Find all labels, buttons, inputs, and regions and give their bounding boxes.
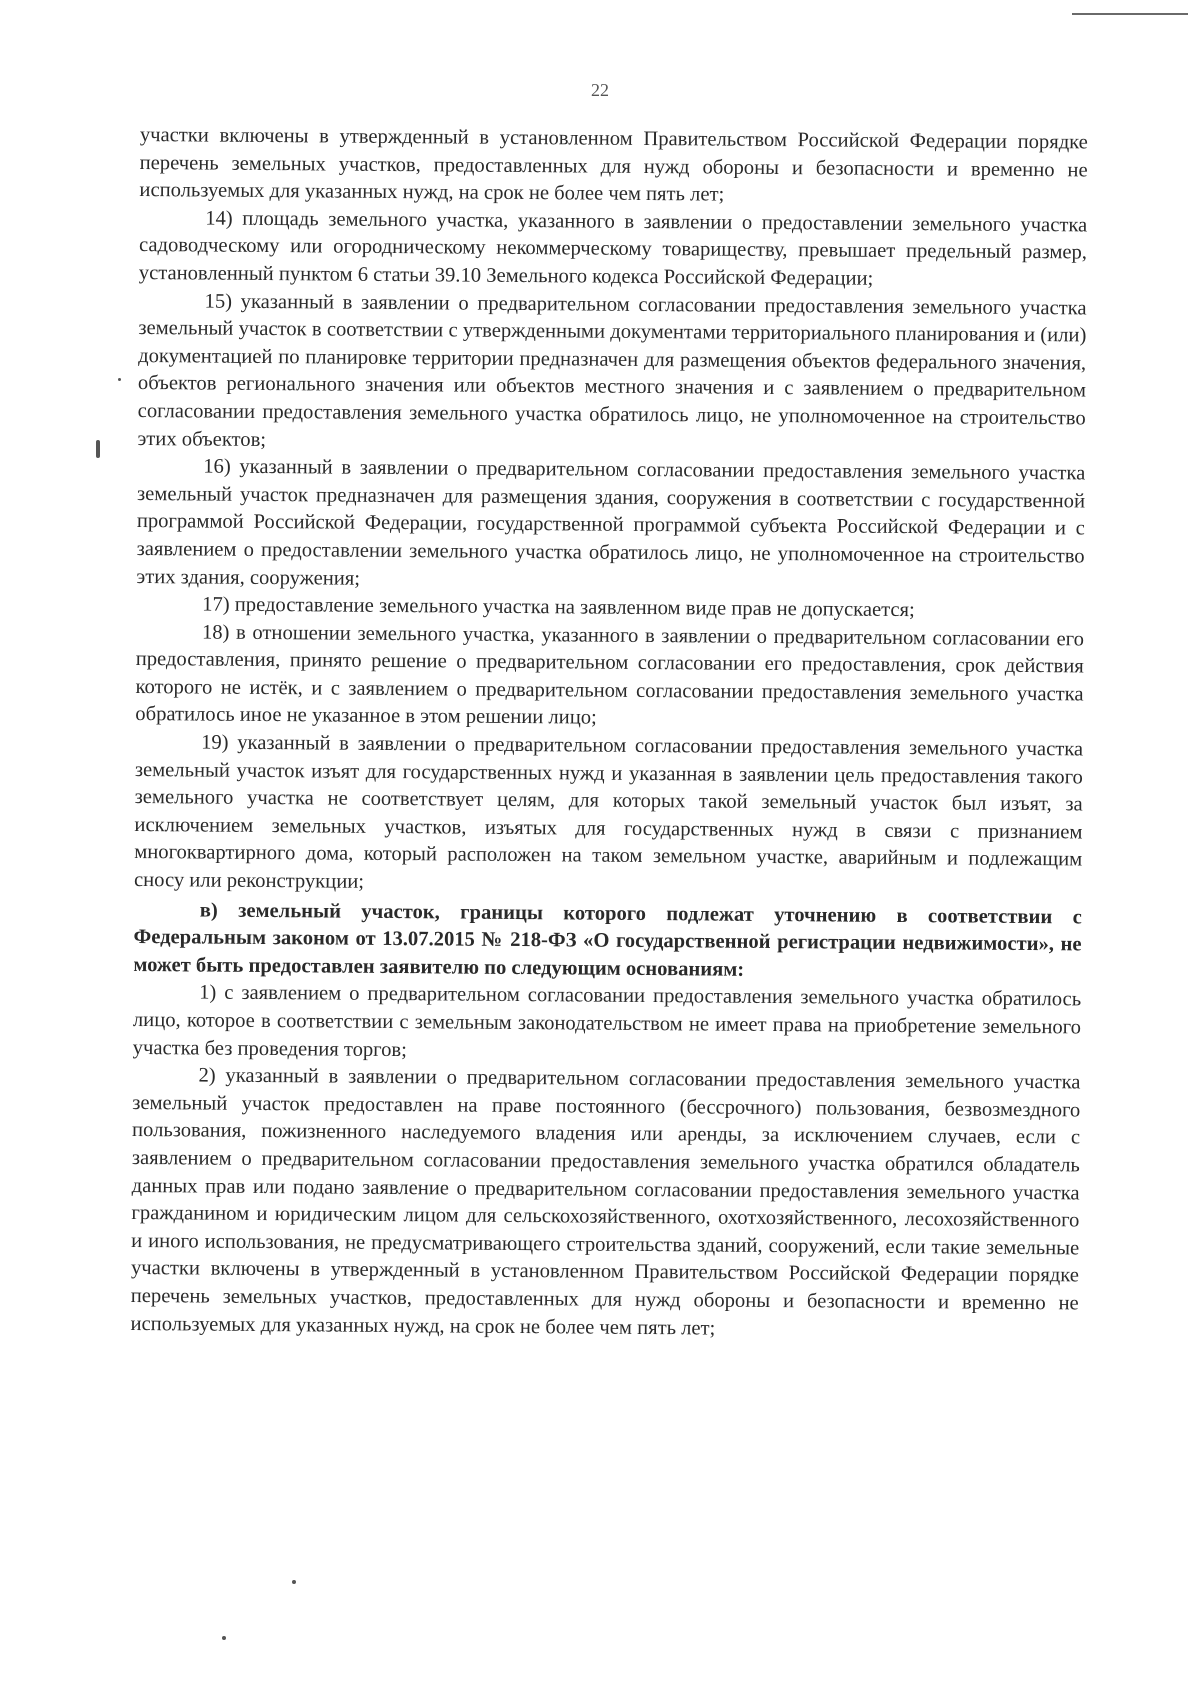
list-item-2: 2) указанный в заявлении о предварительном согласовании предоставления земельного участка земельный участок предоставлен на праве постоянного (бессрочного) пользования, безвозмездного пользования, пожизненного наследуемого владения или аренды, за исключением случаев, если с заявлением о предварительном согласовании предоставления земельного участка обратился обладатель данных прав или подано заявление о предварительном согласовании предоставления земельного участка гражданином и юридическим лицом для сельскохозяйственного, охотхозяйственного, лесохозяйственного и иного использования, не предусматривающего строительства зданий, сооружений, если такие земельные участки включены в утвержденный в установленном Правительством Российской Федерации порядке перечень земельных участков, предоставленных для нужд обороны и безопасности и временно не используемых для указанных нужд, на срок не более чем пять лет;: [130, 1064, 1081, 1340]
list-item-14: 14) площадь земельного участка, указанного в заявлении о предоставлении земельного участка садоводческому или огородническому некоммерческому товариществу, превышает предельный размер, установленный пунктом 6 статьи 39.10 Земельного кодекса Российской Федерации;: [138, 207, 1088, 290]
page-number: 22: [591, 80, 609, 100]
scan-speck: [96, 440, 100, 458]
list-item-1: 1) с заявлением о предварительном согласовании предоставления земельного участка обратилось лицо, которое в соответствии с земельным законодательством не имеет права на приобретение земельного участка без проведения торгов;: [132, 981, 1082, 1061]
scan-speck: [118, 378, 121, 381]
document-body: [130, 122, 1088, 1346]
section-heading-v: в) земельный участок, границы которого подлежат уточнению в соответствии с Федеральным законом от 13.07.2015 № 218-ФЗ «О государственной регистрации недвижимости», не может быть предоставлен заявителю по следующим основаниям:: [133, 899, 1082, 981]
list-item-19: 19) указанный в заявлении о предварительном согласовании предоставления земельного участка земельный участок изъят для государственных нужд и указанная в заявлении цель предоставления такого земельного участка не соответствует целям, для которых такой земельный участок был изъят, за исключением земельных участков, изъятых для государственных нужд в связи с признанием многоквартирного дома, который расположен на таком земельном участке, аварийным и подлежащим сносу или реконструкции;: [133, 731, 1084, 893]
scan-speck: [222, 1636, 226, 1640]
paragraph-continuation: участки включены в утвержденный в установленном Правительством Российской Федерации порядке перечень земельных участков, предоставленных для нужд обороны и безопасности и временно не используемых для указанных нужд, на срок не более чем пять лет;: [139, 123, 1088, 206]
list-item-15: 15) указанный в заявлении о предварительном согласовании предоставления земельного участка земельный участок в соответствии с утвержденными документами территориального планирования и (или) документацией по планировке территории предназначен для размещения объектов федерального значения, объектов регионального значения или объектов местного значения и с заявлением о предварительном согласовании предоставления земельного участка обратилось лицо, не уполномоченное на строительство этих объектов;: [137, 290, 1087, 451]
list-item-16: 16) указанный в заявлении о предварительном согласовании предоставления земельного участка земельный участок предназначен для размещения здания, сооружения в соответствии с государственной программой Российской Федерации, государственной программой субъекта Российской Федерации и с заявлением о предоставлении земельного участка обратилось лицо, не уполномоченное на строительство этих здания, сооружения;: [136, 455, 1086, 590]
list-item-17: 17) предоставление земельного участка на заявленном виде прав не допускается;: [202, 593, 915, 622]
scan-speck: [292, 1580, 296, 1584]
scan-edge-line: [1072, 13, 1188, 15]
list-item-18: 18) в отношении земельного участка, указанного в заявлении о предварительном согласовании его предоставления, принято решение о предварительном согласовании его предоставления, срок действия которого не истёк, и с заявлением о предварительном согласовании предоставления земельного участка обратилось иное не указанное в этом решении лицо;: [135, 621, 1085, 730]
